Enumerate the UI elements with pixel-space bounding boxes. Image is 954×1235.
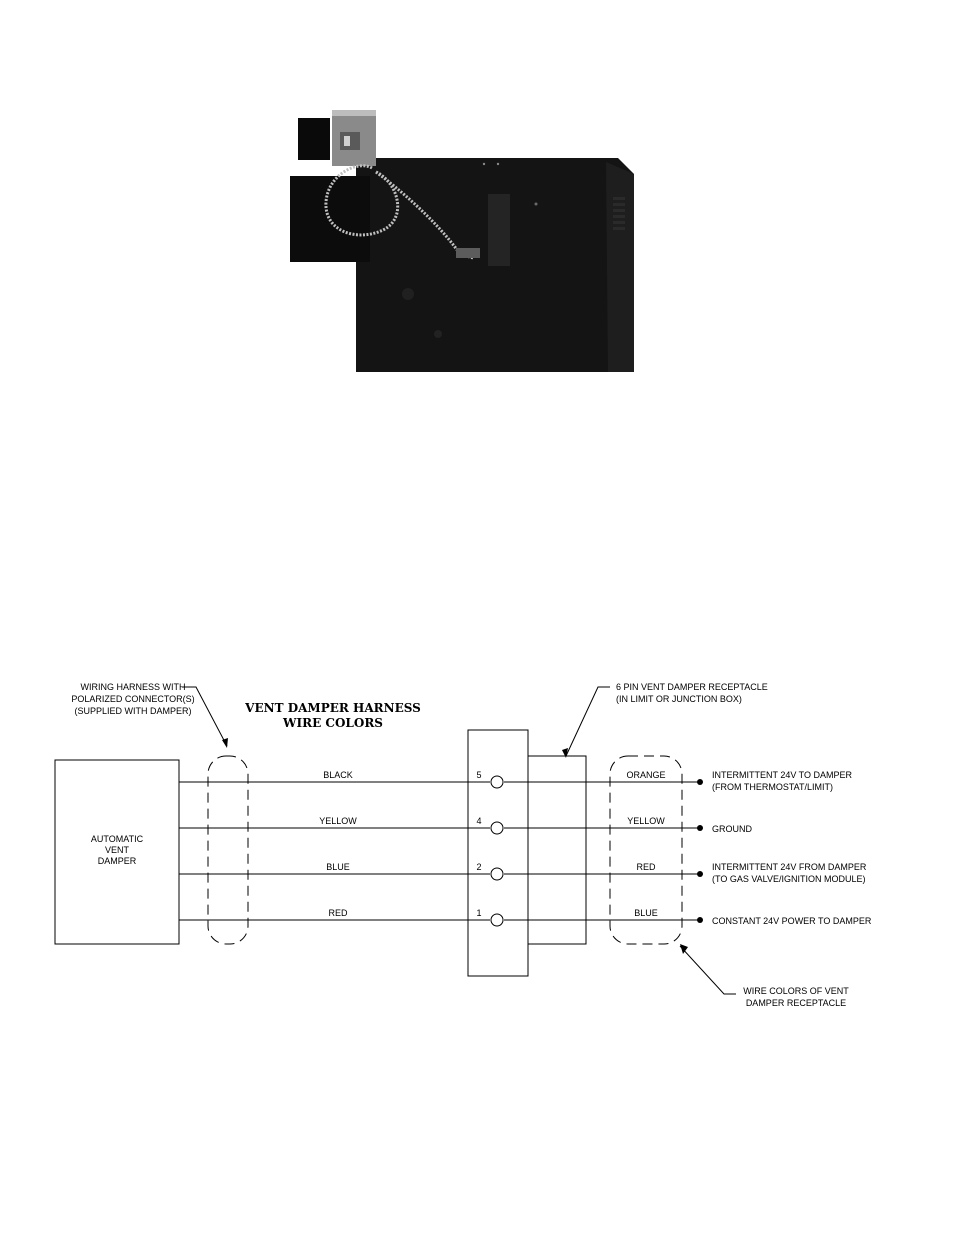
pin-number: 1 [476,908,482,918]
receptacle-colors-leader [680,946,736,994]
diagram-title-line2: WIRE COLORS [283,716,383,730]
receptacle-housing [528,756,586,944]
wire-end-dot [697,779,703,785]
diagram-title-line1: VENT DAMPER HARNESS [245,701,421,715]
receptacle-color-label: YELLOW [627,816,665,826]
wire-function-line1: GROUND [712,824,752,834]
harness-color-label: BLACK [323,770,353,780]
wire-function-line1: CONSTANT 24V POWER TO DAMPER [712,916,872,926]
receptacle-color-label: BLUE [634,908,658,918]
wire-function-line2: (TO GAS VALVE/IGNITION MODULE) [712,874,866,884]
pin-number: 2 [476,862,482,872]
wire-end-dot [697,825,703,831]
pin-terminal [491,776,503,788]
damper-label-line3: DAMPER [97,856,137,866]
wire-row-3 [179,862,867,884]
harness-color-label: BLUE [326,862,350,872]
receptacle-color-label: RED [636,862,656,872]
harness-note-line1: WIRING HARNESS WITH [80,682,186,692]
wire-function-line2: (FROM THERMOSTAT/LIMIT) [712,782,833,792]
damper-label-line2: VENT [104,845,130,855]
wiring-diagram [0,660,954,1020]
pin-terminal [491,822,503,834]
wire-end-dot [697,871,703,877]
wire-function-line1: INTERMITTENT 24V TO DAMPER [712,770,853,780]
harness-connector [208,756,248,944]
receptacle-note-line1: 6 PIN VENT DAMPER RECEPTACLE [616,682,768,692]
harness-color-label: RED [328,908,348,918]
receptacle-leader [566,687,610,756]
pin-number: 5 [476,770,482,780]
receptacle-color-label: ORANGE [626,770,666,780]
wire-function-line1: INTERMITTENT 24V FROM DAMPER [712,862,867,872]
harness-note-line3: (SUPPLIED WITH DAMPER) [74,706,192,716]
pin-terminal [491,868,503,880]
vent-damper-photo [288,102,634,372]
harness-color-label: YELLOW [319,816,357,826]
pin-terminal [491,914,503,926]
damper-label-line1: AUTOMATIC [90,834,144,844]
receptacle-colors-note-line2: DAMPER RECEPTACLE [745,998,847,1008]
wire-row-2 [179,816,752,834]
pin-number: 4 [476,816,482,826]
receptacle-colors-note-line1: WIRE COLORS OF VENT [743,986,849,996]
receptacle-note-line2: (IN LIMIT OR JUNCTION BOX) [616,694,742,704]
harness-note-line2: POLARIZED CONNECTOR(S) [71,694,195,704]
wire-end-dot [697,917,703,923]
wire-row-1 [179,770,853,792]
terminal-block [468,730,528,976]
wire-row-4 [179,908,872,926]
